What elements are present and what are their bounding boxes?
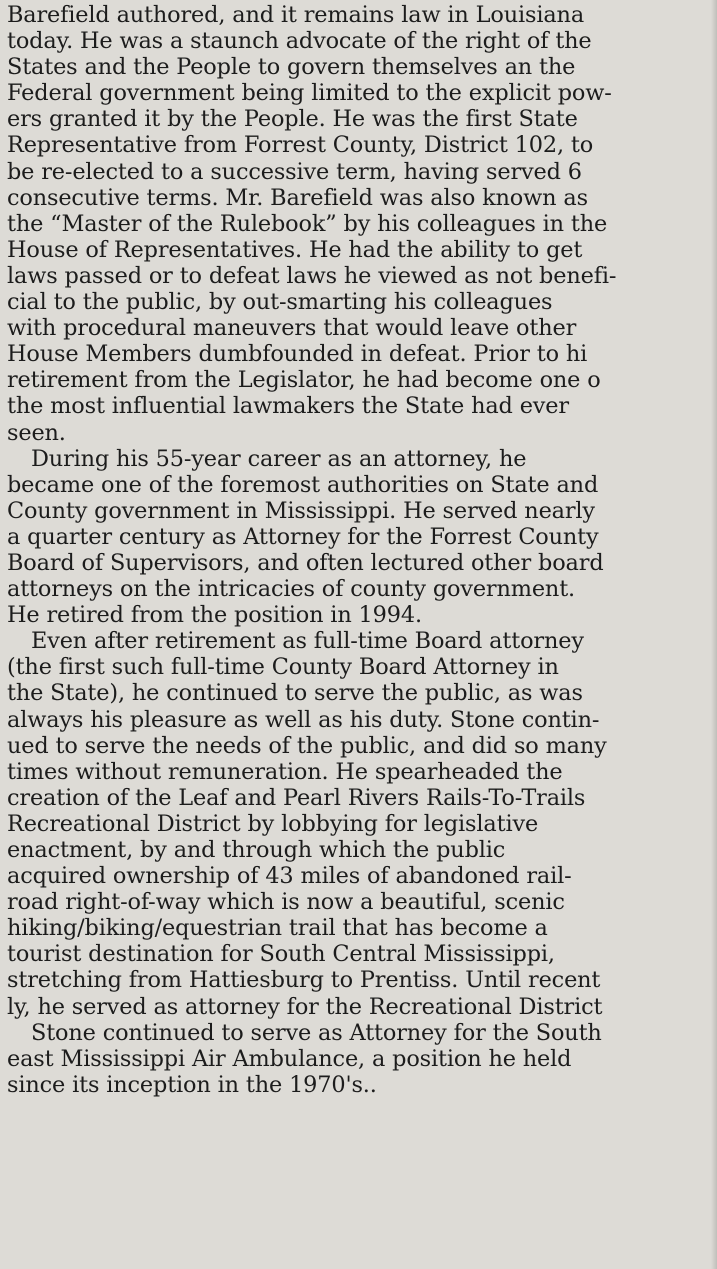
text-line: During his 55-year career as an attorney, he (31, 445, 527, 472)
column-edge-shadow (711, 0, 717, 1269)
text-line: be re-elected to a successive term, having served 6 (7, 158, 582, 185)
text-line: always his pleasure as well as his duty. Stone contin- (7, 706, 600, 733)
text-line: road right-of-way which is now a beautiful, scenic (7, 889, 565, 916)
text-line: tourist destination for South Central Mississippi, (7, 941, 555, 968)
text-line: the most influential lawmakers the State had ever (7, 393, 569, 420)
text-line: creation of the Leaf and Pearl Rivers Rails-To-Trails (7, 784, 586, 811)
text-line: Board of Supervisors, and often lectured other board (7, 549, 604, 576)
text-line: retirement from the Legislator, he had become one o (7, 367, 601, 394)
text-line: with procedural maneuvers that would leave other (7, 315, 577, 342)
paragraph-legislative-career (7, 2, 717, 446)
text-line: ers granted it by the People. He was the first State (7, 106, 578, 133)
text-line: seen. (7, 419, 66, 446)
text-line: hiking/biking/equestrian trail that has become a (7, 915, 548, 942)
text-line: times without remuneration. He spearheaded the (7, 758, 563, 785)
text-line: House of Representatives. He had the ability to get (7, 236, 583, 263)
text-line: since its inception in the 1970's.. (7, 1071, 377, 1098)
text-line: Representative from Forrest County, District 102, to (7, 132, 594, 159)
text-line: Even after retirement as full-time Board attorney (31, 628, 584, 655)
text-line: the State), he continued to serve the public, as was (7, 680, 583, 707)
article-column (7, 2, 717, 1098)
text-line: States and the People to govern themselves an the (7, 54, 576, 81)
text-line: Federal government being limited to the explicit pow- (7, 80, 612, 107)
text-line: ued to serve the needs of the public, and did so many (7, 732, 607, 759)
text-line: Stone continued to serve as Attorney for the South (31, 1019, 602, 1046)
text-line: enactment, by and through which the public (7, 837, 506, 863)
text-line: east Mississippi Air Ambulance, a position he held (7, 1045, 572, 1072)
text-line: attorneys on the intricacies of county government. (7, 576, 576, 603)
text-line: stretching from Hattiesburg to Prentiss. Until recent (7, 967, 601, 994)
text-line: laws passed or to defeat laws he viewed as not benefi- (7, 262, 617, 289)
text-line: Barefield authored, and it remains law in Louisiana (7, 2, 585, 28)
text-line: the “Master of the Rulebook” by his colleagues in the (7, 210, 608, 237)
text-line: today. He was a staunch advocate of the right of the (7, 28, 592, 55)
text-line: cial to the public, by out-smarting his colleagues (7, 289, 553, 316)
text-line: acquired ownership of 43 miles of abandoned rail- (7, 863, 572, 890)
paragraph-air-ambulance (7, 1020, 717, 1098)
paragraph-attorney-career (7, 446, 717, 629)
text-line: ly, he served as attorney for the Recreational District (7, 993, 603, 1020)
text-line: County government in Mississippi. He served nearly (7, 497, 595, 524)
text-line: He retired from the position in 1994. (7, 602, 422, 629)
text-line: Recreational District by lobbying for legislative (7, 810, 539, 837)
text-line: House Members dumbfounded in defeat. Prior to hi (7, 341, 588, 368)
text-line: (the first such full-time County Board Attorney in (7, 654, 559, 681)
text-line: consecutive terms. Mr. Barefield was also known as (7, 184, 588, 211)
paragraph-public-service (7, 628, 717, 1019)
text-line: became one of the foremost authorities on State and (7, 471, 599, 498)
text-line: a quarter century as Attorney for the Forrest County (7, 523, 599, 550)
